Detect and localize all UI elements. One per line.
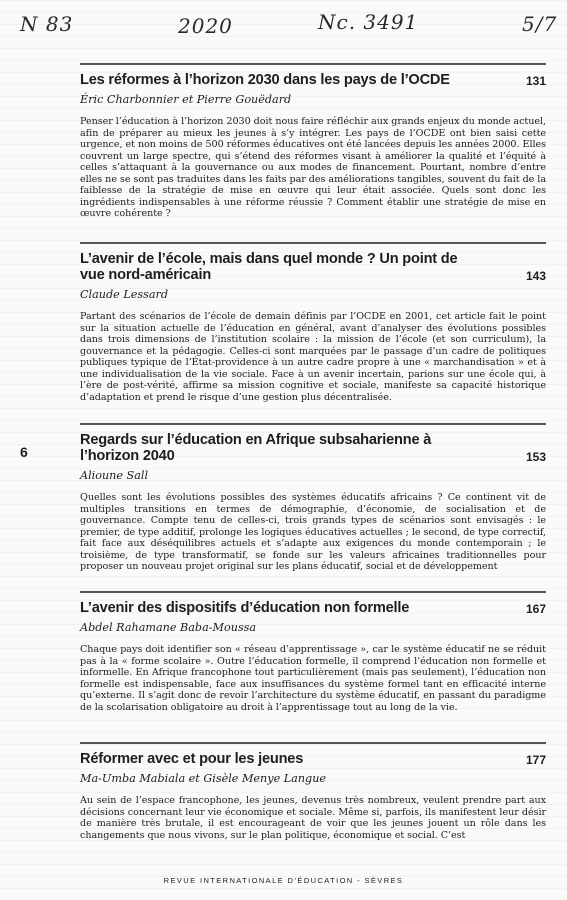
article-authors: Claude Lessard (80, 288, 169, 301)
article-abstract: Au sein de l’espace francophone, les jeunes, devenus très nombreux, veulent prendre part aux décisions concernant leur vie économique et sociale. Même si, parfois, ils manifestent leur désir de manière très brutale, il est encourageant de voir que les jeunes jouent un rôle dans les changements que nous vivons, sur le plan politique, économique et social. C’est (80, 795, 546, 841)
folio-page-number: 6 (20, 444, 28, 460)
article-abstract: Quelles sont les évolutions possibles des systèmes éducatifs africains ? Ce continent vit de multiples transitions en termes de démographie, d’économie, de socialisation et de gouvernance. Compte tenu de celles-ci, trois grands types de scénarios sont envisagés : le premier, de type additif, prolonge les logiques éducatives actuelles ; le second, de type correctif, fait face aux déséquilibres actuels et s’adapte aux exigences du monde contemporain ; le troisième, de type transformatif, se fonde sur les valeurs africaines traditionnelles pour proposer un nouveau projet original sur les plans éducatif, social et de développement (80, 492, 546, 572)
article-authors: Abdel Rahamane Baba-Moussa (80, 621, 257, 634)
article-title: Réformer avec et pour les jeunes (80, 751, 304, 767)
handwritten-note: 5/7 (522, 12, 558, 36)
title-row (80, 63, 546, 88)
article-entry (80, 63, 546, 220)
handwritten-note: 2020 (178, 14, 233, 38)
article-page-number: 153 (525, 450, 546, 464)
article-entry (80, 242, 546, 403)
article-entry (80, 591, 546, 713)
article-abstract: Chaque pays doit identifier son « réseau d’apprentissage », car le système éducatif ne se réduit pas à la « forme scolaire ». Outre l’éducation formelle, il comprend l’éducation non formelle et informelle. En Afrique francophone tout particulièrement (mais pas seulement), l’éducation non formelle est indispensable, face aux insuffisances du système formel tant en efficacité interne qu’externe. Il s’agit donc de revoir l’architecture du système éducatif, en passant du paradigme de la scolarisation obligatoire au droit à l’apprentissage tout au long de la vie. (80, 644, 546, 713)
article-authors: Éric Charbonnier et Pierre Gouëdard (80, 93, 292, 106)
title-row (80, 242, 546, 283)
article-title: L’avenir des dispositifs d’éducation non formelle (80, 600, 410, 616)
article-title: Regards sur l’éducation en Afrique subsaharienne à l’horizon 2040 (80, 432, 432, 464)
article-title: Les réformes à l’horizon 2030 dans les pays de l’OCDE (80, 72, 450, 88)
article-authors: Alioune Sall (80, 469, 149, 482)
article-page-number: 177 (525, 753, 546, 767)
title-row (80, 423, 546, 464)
article-entry (80, 423, 546, 573)
article-page-number: 143 (525, 269, 546, 283)
article-abstract: Penser l’éducation à l’horizon 2030 doit nous faire réfléchir aux grands enjeux du monde actuel, afin de préparer au mieux les jeunes à s’y intégrer. Les pays de l’OCDE ont bien saisi cette urgence, et non moins de 500 réformes éducatives ont été lancées depuis les années 2000. Elles couvrent un large spectre, qui s’étend des réformes visant à améliorer la qualité et l’équité à celles s’attaquant à la gouvernance ou aux modes de financement. Pourtant, nombre d’entre elles ne se sont pas traduites dans les faits par des améliorations tangibles, souvent du fait de la faiblesse de la stratégie de mise en œuvre qui leur était associée. Quels sont donc les ingrédients indispensables à une réforme réussie ? Comment établir une stratégie de mise en œuvre cohérente ? (80, 116, 546, 219)
article-title: L’avenir de l’école, mais dans quel monde ? Un point de vue nord-américain (80, 251, 458, 283)
article-entry (80, 742, 546, 841)
running-footer: REVUE INTERNATIONALE D’ÉDUCATION - SÈVRES (163, 876, 404, 885)
handwritten-annotations (0, 6, 567, 46)
title-row (80, 591, 546, 616)
article-authors: Ma-Umba Mabiala et Gisèle Menye Langue (80, 772, 327, 785)
handwritten-note: Nc. 3491 (318, 10, 419, 34)
handwritten-note: N 83 (20, 12, 74, 36)
article-page-number: 131 (525, 74, 546, 88)
article-abstract: Partant des scénarios de l’école de demain définis par l’OCDE en 2001, cet article fait le point sur la situation actuelle de l’éducation en général, avant d’analyser des évolutions possibles dans trois dimensions de l’institution scolaire : la mission de l’école (et son curriculum), la gouvernance et la pédagogie. Celles-ci sont marquées par le passage d’un cadre de politiques publiques typique de l’État-providence à un autre cadre propre à une « marchandisation » et à une individualisation de la vie sociale. Face à un avenir incertain, parions sur une école qui, à l’ère de post-vérité, affirme sa mission cognitive et sociale, manifeste sa capacité historique d’adaptation et prend le risque d’une gestion plus décentralisée. (80, 311, 546, 403)
title-row (80, 742, 546, 767)
article-page-number: 167 (525, 602, 546, 616)
